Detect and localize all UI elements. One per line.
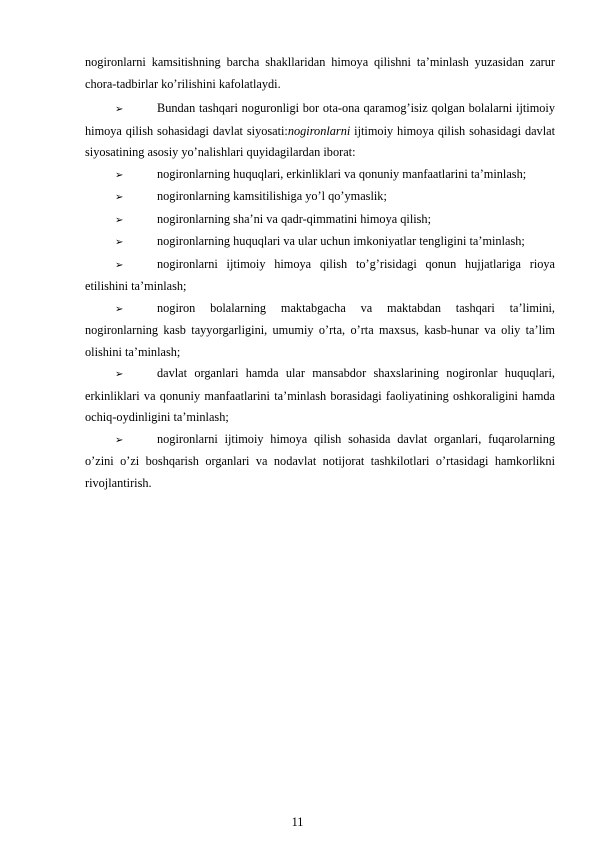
list-item	[85, 429, 555, 495]
list-item-text: nogiron bolalarning maktabgacha va maktabdan tashqari ta’limini, nogironlarning kasb tayyorgarligini, umumiy o’rta, o’rta maxsus, kasb-hunar va oliy ta’lim olishini ta’minlash;	[85, 300, 555, 359]
list-item-text: nogironlarning kamsitilishiga yo’l qo’ymaslik;	[157, 189, 387, 203]
arrowhead-bullet-icon: ➢	[115, 214, 124, 226]
arrowhead-bullet-icon: ➢	[115, 169, 124, 181]
list-item	[85, 164, 555, 187]
intro-paragraph: nogironlarni kamsitishning barcha shakllaridan himoya qilishni ta’minlash yuzasidan zarur chora-tadbirlar ko’rilishini kafolatlaydi.	[85, 55, 555, 91]
list-item-text: nogironlarni ijtimoiy himoya qilish to’g’risidagi qonun hujjatlariga rioya etilishini ta’minlash;	[85, 256, 555, 293]
arrowhead-bullet-icon: ➢	[115, 192, 124, 203]
list-item-text: nogironlarni ijtimoiy himoya qilish sohasida davlat organlari, fuqarolarning o’zini o’zi boshqarish organlari va nodavlat notijorat tashkilotlari o’rtasidagi hamkorlikni rivojlantirish.	[85, 431, 555, 490]
document-body	[85, 52, 555, 494]
list-item-text: Bundan tashqari noguronligi bor ota-ona qaramog’isiz qolgan bolalarni ijtimoiy himoya qilish sohasidagi davlat siyosati:	[85, 101, 555, 138]
list-item-text: nogironlarning sha’ni va qadr-qimmatini himoya qilish;	[157, 211, 431, 226]
arrowhead-bullet-icon: ➢	[115, 104, 124, 115]
bullet-list	[85, 98, 555, 494]
list-item-text: ijtimoiy himoya qilish sohasidagi davlat siyosatining asosiy yo’nalishlari quyidagilardan iborat:	[85, 123, 555, 159]
list-item	[85, 254, 555, 298]
list-item-text: davlat organlari hamda ular mansabdor shaxslarining nogironlar huquqlari, erkinliklari va qonuniy manfaatlarini ta’minlash borasidagi faoliyatining oshkoraligini hamda ochiq-oydinligini ta’minlash;	[85, 366, 555, 424]
arrowhead-bullet-icon: ➢	[115, 259, 124, 271]
list-item-text: nogironlarning huquqlari, erkinliklari va qonuniy manfaatlarini ta’minlash;	[157, 166, 527, 181]
page-number: 11	[291, 815, 304, 829]
list-item	[85, 363, 555, 429]
arrowhead-bullet-icon: ➢	[115, 434, 124, 446]
list-item-italic-text: nogironlarni	[287, 123, 351, 138]
list-item	[85, 231, 555, 254]
list-item	[85, 98, 555, 164]
arrowhead-bullet-icon: ➢	[115, 303, 124, 315]
arrowhead-bullet-icon: ➢	[115, 369, 124, 380]
list-item	[85, 298, 555, 364]
arrowhead-bullet-icon: ➢	[115, 237, 124, 248]
list-item	[85, 209, 555, 232]
list-item	[85, 186, 555, 209]
list-item-text: nogironlarning huquqlari va ular uchun imkoniyatlar tengligini ta’minlash;	[157, 234, 525, 248]
